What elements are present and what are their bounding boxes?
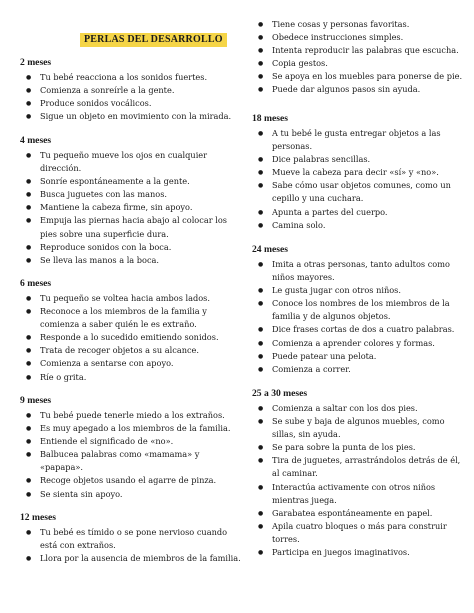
list-item: ● Sonríe espontáneamente a la gente.: [20, 175, 242, 188]
list-item: ● Se sienta sin apoyo.: [20, 488, 242, 501]
section-heading: 12 meses: [20, 512, 56, 523]
list-item: ● Tu pequeño mueve los ojos en cualquier dirección.: [20, 149, 242, 175]
list-item: ● Es muy apegado a los miembros de la familia.: [20, 422, 242, 435]
milestone-list: [20, 292, 242, 384]
milestone-list: [20, 409, 242, 501]
section-heading: 4 meses: [20, 135, 52, 146]
page-title: PERLAS DEL DESARROLLO: [80, 33, 227, 47]
list-item: ● Obedece instrucciones simples.: [252, 31, 466, 44]
section-heading: 6 meses: [20, 278, 52, 289]
list-item: ● Comienza a sonreírle a la gente.: [20, 84, 242, 97]
list-item: ● Tu bebé es tímido o se pone nervioso cuando está con extraños.: [20, 526, 242, 552]
list-item: ● Tu bebé reacciona a los sonidos fuertes.: [20, 71, 242, 84]
section-4-meses: [20, 135, 242, 267]
milestone-list: [252, 402, 466, 559]
section-heading: 2 meses: [20, 57, 52, 68]
list-item: ● Produce sonidos vocálicos.: [20, 97, 242, 110]
milestone-list: [252, 18, 466, 97]
list-item: ● Se lleva las manos a la boca.: [20, 254, 242, 267]
section-heading: 25 a 30 meses: [252, 388, 308, 399]
section-heading: 9 meses: [20, 395, 52, 406]
list-item: ● Comienza a correr.: [252, 363, 466, 376]
list-item: ● Ríe o grita.: [20, 371, 242, 384]
milestone-list: [252, 127, 466, 232]
list-item: ● Comienza a saltar con los dos pies.: [252, 402, 466, 415]
milestone-list: [20, 149, 242, 267]
list-item: ● Responde a lo sucedido emitiendo sonidos.: [20, 331, 242, 344]
list-item: ● Puede dar algunos pasos sin ayuda.: [252, 83, 466, 96]
list-item: ● Conoce los nombres de los miembros de la familia y de algunos objetos.: [252, 297, 466, 323]
section-18-meses: [252, 113, 466, 232]
list-item: ● Empuja las piernas hacia abajo al colocar los pies sobre una superficie dura.: [20, 214, 242, 240]
list-item: ● Llora por la ausencia de miembros de la familia.: [20, 552, 242, 565]
list-item: ● Se sube y baja de algunos muebles, como sillas, sin ayuda.: [252, 415, 466, 441]
list-item: ● Tu bebé puede tenerle miedo a los extraños.: [20, 409, 242, 422]
list-item: ● Comienza a aprender colores y formas.: [252, 337, 466, 350]
section-24-meses: [252, 244, 466, 376]
list-item: ● Participa en juegos imaginativos.: [252, 546, 466, 559]
section-12-meses-continued: [252, 18, 466, 97]
list-item: ● Recoge objetos usando el agarre de pinza.: [20, 474, 242, 487]
list-item: ● Busca juguetes con las manos.: [20, 188, 242, 201]
list-item: ● Copia gestos.: [252, 57, 466, 70]
list-item: ● Trata de recoger objetos a su alcance.: [20, 344, 242, 357]
list-item: ● Intenta reproducir las palabras que escucha.: [252, 44, 466, 57]
section-6-meses: [20, 278, 242, 384]
milestone-list: [20, 71, 242, 123]
list-item: ● Balbucea palabras como «mamama» y «papapa».: [20, 448, 242, 474]
list-item: ● Sabe cómo usar objetos comunes, como un cepillo y una cuchara.: [252, 179, 466, 205]
list-item: ● Comienza a sentarse con apoyo.: [20, 357, 242, 370]
list-item: ● Garabatea espontáneamente en papel.: [252, 507, 466, 520]
milestone-list: [252, 258, 466, 376]
list-item: ● Se apoya en los muebles para ponerse de pie.: [252, 70, 466, 83]
milestone-list: [20, 526, 242, 565]
list-item: ● Dice frases cortas de dos a cuatro palabras.: [252, 323, 466, 336]
list-item: ● Mantiene la cabeza firme, sin apoyo.: [20, 201, 242, 214]
list-item: ● Imita a otras personas, tanto adultos como niños mayores.: [252, 258, 466, 284]
list-item: ● Camina solo.: [252, 219, 466, 232]
list-item: ● Tu pequeño se voltea hacia ambos lados.: [20, 292, 242, 305]
list-item: ● Reproduce sonidos con la boca.: [20, 241, 242, 254]
list-item: ● Puede patear una pelota.: [252, 350, 466, 363]
list-item: ● Mueve la cabeza para decir «sí» y «no».: [252, 166, 466, 179]
list-item: ● Dice palabras sencillas.: [252, 153, 466, 166]
list-item: ● Interactúa activamente con otros niños mientras juega.: [252, 481, 466, 507]
list-item: ● Sigue un objeto en movimiento con la mirada.: [20, 110, 242, 123]
list-item: ● Apunta a partes del cuerpo.: [252, 206, 466, 219]
section-9-meses: [20, 395, 242, 501]
list-item: ● Tira de juguetes, arrastrándolos detrás de él, al caminar.: [252, 454, 466, 480]
list-item: ● Le gusta jugar con otros niños.: [252, 284, 466, 297]
section-2-meses: [20, 57, 242, 123]
section-12-meses: [20, 512, 242, 565]
section-25-a-30-meses: [252, 388, 466, 559]
section-heading: 18 meses: [252, 113, 288, 124]
list-item: ● Apila cuatro bloques o más para construir torres.: [252, 520, 466, 546]
list-item: ● Se para sobre la punta de los pies.: [252, 441, 466, 454]
list-item: ● Tiene cosas y personas favoritas.: [252, 18, 466, 31]
list-item: ● A tu bebé le gusta entregar objetos a las personas.: [252, 127, 466, 153]
list-item: ● Reconoce a los miembros de la familia y comienza a saber quién le es extraño.: [20, 305, 242, 331]
list-item: ● Entiende el significado de «no».: [20, 435, 242, 448]
section-heading: 24 meses: [252, 244, 288, 255]
